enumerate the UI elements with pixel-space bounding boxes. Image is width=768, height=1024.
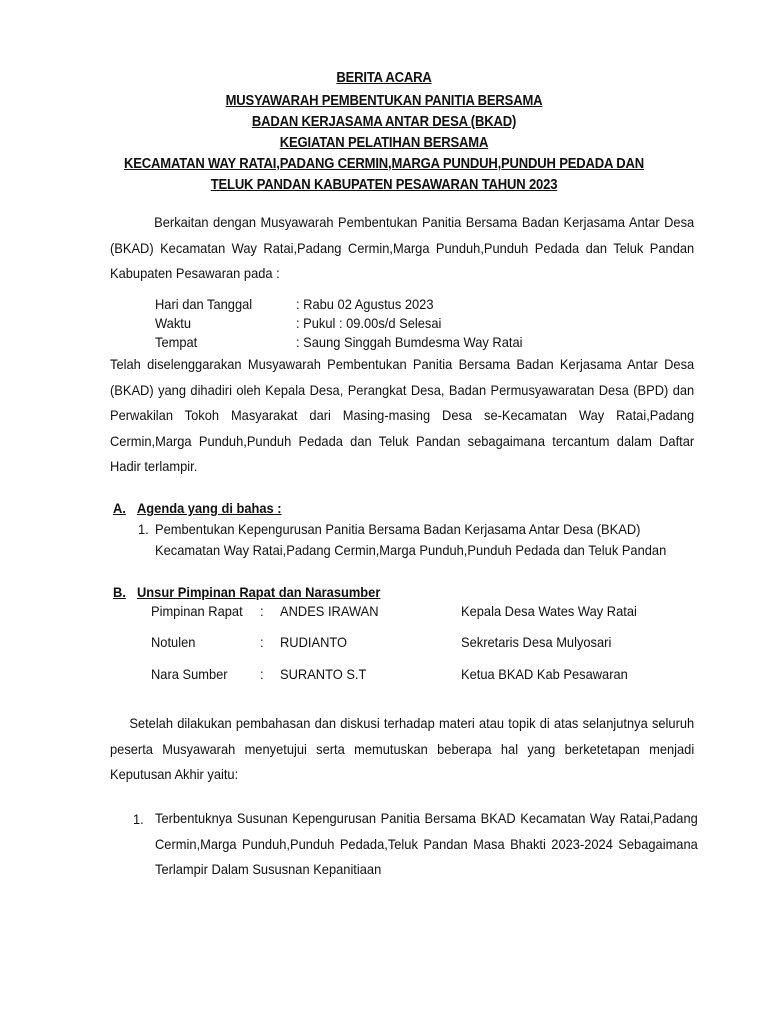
section-b-letter: B. (113, 584, 126, 600)
notulen-position: Sekretaris Desa Mulyosari (461, 634, 612, 650)
schedule-value-place: : Saung Singgah Bumdesma Way Ratai (296, 334, 523, 350)
intro-text: Berkaitan dengan Musyawarah Pembentukan Panitia Bersama Badan Kerjasama Antar Desa (BKAD) Kecamatan Way Ratai,Padang Cermin,Marga Punduh,Punduh Pedada dan Teluk Pandan Kabupaten Pesawaran pada : (110, 214, 695, 281)
agenda-item-number: 1. (138, 521, 149, 537)
section-b-title: Unsur Pimpinan Rapat dan Narasumber (137, 584, 381, 600)
agenda-item-line-2: Kecamatan Way Ratai,Padang Cermin,Marga Punduh,Punduh Pedada dan Teluk Pandan (155, 542, 667, 558)
speaker-name: SURANTO S.T (280, 666, 367, 682)
doc-subtitle-1: MUSYAWARAH PEMBENTUKAN PANITIA BERSAMA (225, 93, 543, 109)
intro-paragraph (110, 210, 694, 287)
leader-position: Kepala Desa Wates Way Ratai (461, 603, 637, 619)
held-paragraph: Telah diselenggarakan Musyawarah Pembentukan Panitia Bersama Badan Kerjasama Antar Desa (BKAD) yang dihadiri oleh Kepala Desa, Perangkat Desa, Badan Permusyawaratan Desa (BPD) dan Perwakilan Tokoh Masyarakat dari Masing-masing Desa se-Kecamatan Way Ratai,Padang Cermin,Marga Punduh,Punduh Pedada dan Teluk Pandan sebagaimana tercantum dalam Daftar Hadir terlampir. (110, 356, 695, 474)
schedule-label-time: Waktu (155, 315, 192, 331)
leader-name: ANDES IRAWAN (280, 603, 379, 619)
decision-intro-text: Setelah dilakukan pembahasan dan diskusi terhadap materi atau topik di atas selanjutnya seluruh peserta Musyawarah menyetujui serta memutuskan beberapa hal yang berketetapan menjadi Keputusan Akhir yaitu: (110, 715, 695, 782)
speaker-role: Nara Sumber (151, 666, 228, 682)
section-a-letter: A. (113, 500, 126, 516)
section-a-title: Agenda yang di bahas : (137, 500, 282, 516)
schedule-value-time: : Pukul : 09.00s/d Selesai (296, 315, 442, 331)
decision-item-text: Terbentuknya Susunan Kepengurusan Panitia Bersama BKAD Kecamatan Way Ratai,Padang Cermin,Marga Punduh,Punduh Pedada,Teluk Pandan Masa Bhakti 2023-2024 Sebagaimana Terlampir Dalam Sususnan Kepanitiaan (155, 810, 698, 877)
notulen-name: RUDIANTO (280, 634, 348, 650)
schedule-label-place: Tempat (155, 334, 198, 350)
doc-title: BERITA ACARA (336, 70, 432, 86)
speaker-position: Ketua BKAD Kab Pesawaran (461, 666, 628, 682)
doc-subtitle-2: BADAN KERJASAMA ANTAR DESA (BKAD) (251, 114, 517, 130)
decision-intro-paragraph (110, 711, 694, 788)
leader-role: Pimpinan Rapat (151, 603, 243, 619)
schedule-label-date: Hari dan Tanggal (155, 296, 253, 312)
doc-subtitle-5: TELUK PANDAN KABUPATEN PESAWARAN TAHUN 2023 (210, 177, 558, 193)
decision-item-number: 1. (133, 811, 144, 827)
notulen-colon: : (260, 634, 264, 650)
doc-subtitle-3: KEGIATAN PELATIHAN BERSAMA (279, 135, 489, 151)
leader-colon: : (260, 603, 264, 619)
notulen-role: Notulen (151, 634, 196, 650)
agenda-item-line-1: Pembentukan Kepengurusan Panitia Bersama Badan Kerjasama Antar Desa (BKAD) (155, 521, 641, 537)
doc-subtitle-4: KECAMATAN WAY RATAI,PADANG CERMIN,MARGA PUNDUH,PUNDUH PEDADA DAN (124, 156, 644, 172)
speaker-colon: : (260, 666, 264, 682)
schedule-value-date: : Rabu 02 Agustus 2023 (296, 296, 434, 312)
